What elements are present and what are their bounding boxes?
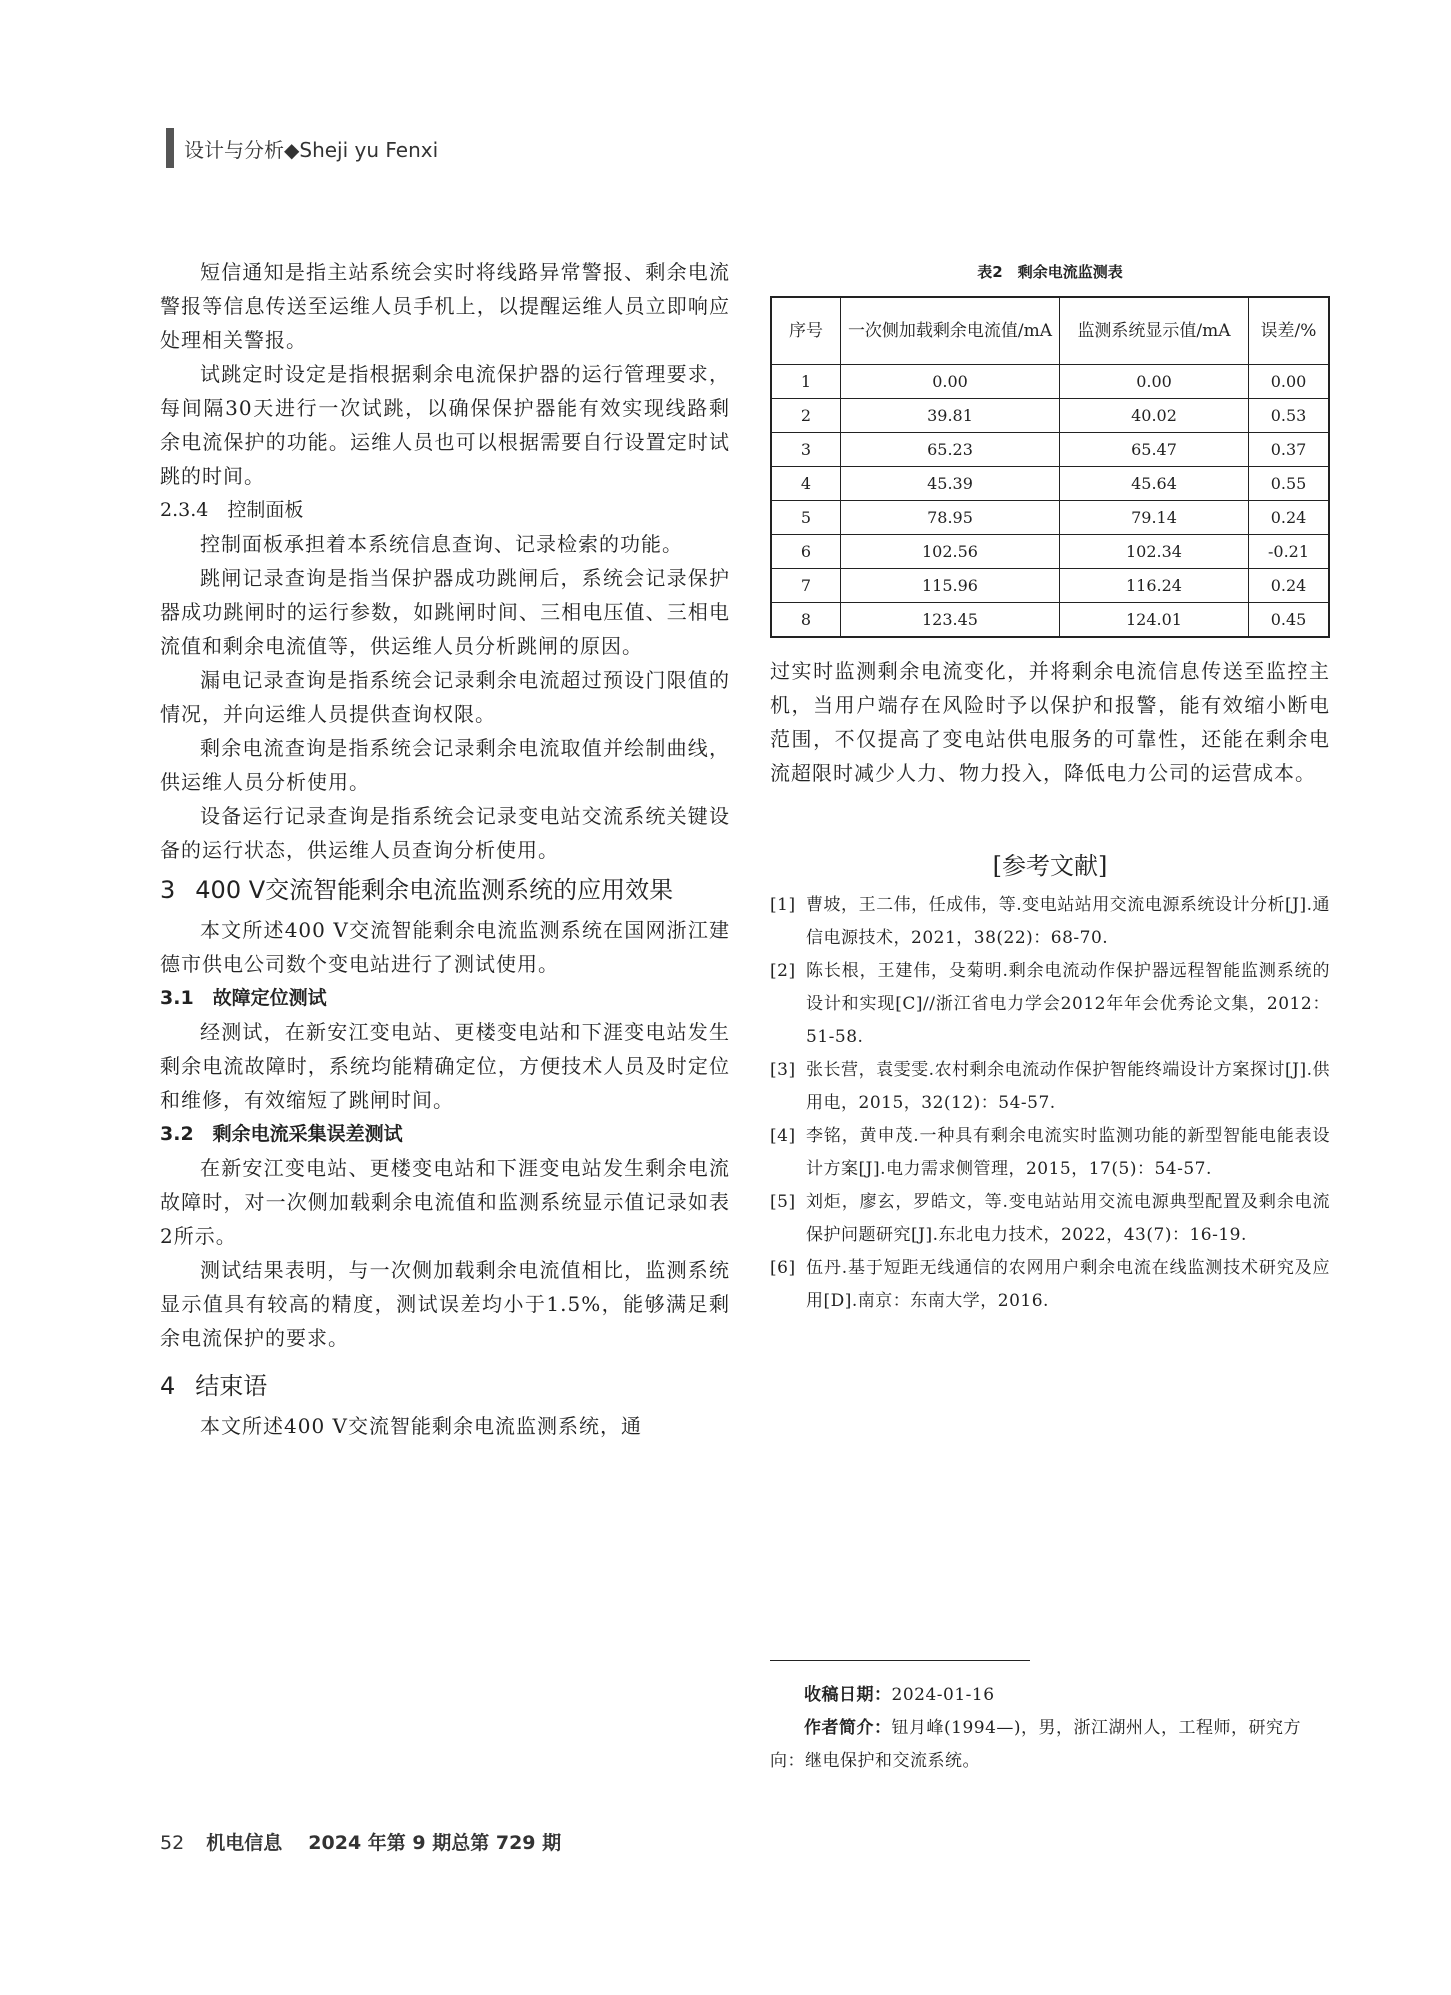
table-cell: 65.47 bbox=[1060, 433, 1249, 467]
reference-item bbox=[770, 1054, 1330, 1120]
page-footer bbox=[160, 1828, 561, 1855]
reference-list bbox=[770, 889, 1330, 1318]
table-cell: 0.24 bbox=[1249, 501, 1330, 535]
table-row bbox=[771, 501, 1329, 535]
right-column bbox=[770, 255, 1330, 1318]
paragraph: 在新安江变电站、更楼变电站和下涯变电站发生剩余电流故障时，对一次侧加载剩余电流值和监测系统显示值记录如表2所示。 bbox=[160, 1156, 730, 1248]
received-label: 收稿日期： bbox=[804, 1685, 892, 1705]
paragraph: 设备运行记录查询是指系统会记录变电站交流系统关键设备的运行状态，供运维人员查询分析使用。 bbox=[160, 804, 730, 862]
footnote bbox=[770, 1660, 1330, 1778]
references-title: [参考文献] bbox=[992, 852, 1108, 880]
table-row bbox=[771, 433, 1329, 467]
table-cell: 115.96 bbox=[841, 569, 1060, 603]
subsection-heading: 3.2 剩余电流采集误差测试 bbox=[160, 1123, 403, 1145]
section-heading bbox=[160, 1367, 730, 1405]
section-heading bbox=[160, 871, 730, 909]
table-body bbox=[771, 365, 1329, 638]
table-row bbox=[771, 603, 1329, 638]
received-date bbox=[770, 1679, 1330, 1712]
table-cell: 65.23 bbox=[841, 433, 1060, 467]
column-header: 一次侧加载剩余电流值/mA bbox=[841, 297, 1060, 365]
table-cell: 116.24 bbox=[1060, 569, 1249, 603]
column-header: 序号 bbox=[771, 297, 841, 365]
subsection-heading: 3.1 故障定位测试 bbox=[160, 987, 327, 1009]
table-cell: 0.37 bbox=[1249, 433, 1330, 467]
running-header bbox=[166, 128, 438, 168]
reference-text: 刘炬，廖玄，罗皓文，等.变电站站用交流电源典型配置及剩余电流保护问题研究[J].东北电力技术，2022，43(7)：16-19. bbox=[806, 1192, 1330, 1245]
table-cell: 1 bbox=[771, 365, 841, 399]
table-cell: 124.01 bbox=[1060, 603, 1249, 638]
reference-number: [5] bbox=[770, 1192, 796, 1212]
paragraph: 控制面板承担着本系统信息查询、记录检索的功能。 bbox=[200, 532, 683, 556]
column-header: 误差/% bbox=[1249, 297, 1330, 365]
reference-number: [1] bbox=[770, 895, 796, 915]
section-number: 4 bbox=[160, 1372, 176, 1400]
reference-number: [2] bbox=[770, 961, 796, 981]
reference-item bbox=[770, 1120, 1330, 1186]
table-cell: 0.55 bbox=[1249, 467, 1330, 501]
table-cell: 7 bbox=[771, 569, 841, 603]
table-cell: 40.02 bbox=[1060, 399, 1249, 433]
reference-item bbox=[770, 955, 1330, 1054]
paragraph: 试跳定时设定是指根据剩余电流保护器的运行管理要求，每间隔30天进行一次试跳，以确保保护器能有效实现线路剩余电流保护的功能。运维人员也可以根据需要自行设置定时试跳的时间。 bbox=[160, 362, 730, 488]
reference-item bbox=[770, 1252, 1330, 1318]
paragraph: 过实时监测剩余电流变化，并将剩余电流信息传送至监控主机，当用户端存在风险时予以保护和报警，能有效缩小断电范围，不仅提高了变电站供电服务的可靠性，还能在剩余电流超限时减少人力、物力投入，降低电力公司的运营成本。 bbox=[770, 659, 1330, 785]
left-column bbox=[160, 255, 730, 1443]
table-row bbox=[771, 365, 1329, 399]
reference-item bbox=[770, 1186, 1330, 1252]
paragraph: 短信通知是指主站系统会实时将线路异常警报、剩余电流警报等信息传送至运维人员手机上，以提醒运维人员立即响应处理相关警报。 bbox=[160, 260, 730, 352]
table-cell: 45.64 bbox=[1060, 467, 1249, 501]
paragraph: 跳闸记录查询是指当保护器成功跳闸后，系统会记录保护器成功跳闸时的运行参数，如跳闸时间、三相电压值、三相电流值和剩余电流值等，供运维人员分析跳闸的原因。 bbox=[160, 566, 730, 658]
issue-info: 2024 年第 9 期总第 729 期 bbox=[308, 1832, 562, 1854]
author-value: 钮月峰(1994—)，男，浙江湖州人，工程师，研究方向：继电保护和交流系统。 bbox=[770, 1718, 1302, 1771]
paragraph: 测试结果表明，与一次侧加载剩余电流值相比，监测系统显示值具有较高的精度，测试误差均小于1.5%，能够满足剩余电流保护的要求。 bbox=[160, 1258, 730, 1350]
table-cell: 3 bbox=[771, 433, 841, 467]
journal-name: 机电信息 bbox=[206, 1832, 283, 1854]
reference-text: 曹坡，王二伟，任成伟，等.变电站站用交流电源系统设计分析[J].通信电源技术，2021，38(22)：68-70. bbox=[806, 895, 1330, 948]
section-title: 结束语 bbox=[195, 1372, 268, 1400]
table-cell: 79.14 bbox=[1060, 501, 1249, 535]
reference-text: 张长营，袁雯雯.农村剩余电流动作保护智能终端设计方案探讨[J].供用电，2015，32(12)：54-57. bbox=[806, 1060, 1330, 1113]
table-cell: 5 bbox=[771, 501, 841, 535]
reference-number: [4] bbox=[770, 1126, 796, 1146]
author-label: 作者简介： bbox=[804, 1718, 892, 1738]
header-accent-bar bbox=[166, 128, 174, 168]
table-cell: 78.95 bbox=[841, 501, 1060, 535]
table-cell: -0.21 bbox=[1249, 535, 1330, 569]
subsection-heading: 2.3.4 控制面板 bbox=[160, 499, 304, 521]
section-title: 400 V交流智能剩余电流监测系统的应用效果 bbox=[195, 876, 674, 904]
table-cell: 0.45 bbox=[1249, 603, 1330, 638]
reference-number: [3] bbox=[770, 1060, 796, 1080]
table-cell: 102.34 bbox=[1060, 535, 1249, 569]
reference-number: [6] bbox=[770, 1258, 796, 1278]
reference-text: 伍丹.基于短距无线通信的农网用户剩余电流在线监测技术研究及应用[D].南京：东南大学，2016. bbox=[806, 1258, 1330, 1311]
paragraph: 本文所述400 V交流智能剩余电流监测系统在国网浙江建德市供电公司数个变电站进行了测试使用。 bbox=[160, 918, 730, 976]
table-row bbox=[771, 467, 1329, 501]
table-cell: 0.53 bbox=[1249, 399, 1330, 433]
table-cell: 102.56 bbox=[841, 535, 1060, 569]
reference-text: 陈长根，王建伟，殳菊明.剩余电流动作保护器远程智能监测系统的设计和实现[C]//浙江省电力学会2012年年会优秀论文集，2012：51-58. bbox=[806, 961, 1330, 1047]
table-cell: 8 bbox=[771, 603, 841, 638]
reference-text: 李铭，黄申茂.一种具有剩余电流实时监测功能的新型智能电能表设计方案[J].电力需求侧管理，2015，17(5)：54-57. bbox=[806, 1126, 1330, 1179]
table-cell: 0.00 bbox=[1060, 365, 1249, 399]
paragraph: 漏电记录查询是指系统会记录剩余电流超过预设门限值的情况，并向运维人员提供查询权限。 bbox=[160, 668, 730, 726]
table-cell: 0.00 bbox=[841, 365, 1060, 399]
table-cell: 0.00 bbox=[1249, 365, 1330, 399]
table-cell: 39.81 bbox=[841, 399, 1060, 433]
column-header: 监测系统显示值/mA bbox=[1060, 297, 1249, 365]
page-number: 52 bbox=[160, 1832, 185, 1854]
paragraph: 本文所述400 V交流智能剩余电流监测系统，通 bbox=[200, 1414, 642, 1438]
data-table bbox=[770, 296, 1330, 638]
section-number: 3 bbox=[160, 876, 176, 904]
section-label: 设计与分析◆Sheji yu Fenxi bbox=[184, 137, 439, 162]
table-header-row bbox=[771, 297, 1329, 365]
table-caption: 表2 剩余电流监测表 bbox=[977, 263, 1123, 281]
table-cell: 0.24 bbox=[1249, 569, 1330, 603]
received-value: 2024-01-16 bbox=[891, 1685, 995, 1705]
table-row bbox=[771, 569, 1329, 603]
reference-item bbox=[770, 889, 1330, 955]
table-cell: 2 bbox=[771, 399, 841, 433]
table-row bbox=[771, 535, 1329, 569]
table-row bbox=[771, 399, 1329, 433]
footnote-rule bbox=[770, 1660, 1030, 1661]
table-cell: 6 bbox=[771, 535, 841, 569]
author-info bbox=[770, 1712, 1330, 1778]
table-cell: 123.45 bbox=[841, 603, 1060, 638]
table-cell: 4 bbox=[771, 467, 841, 501]
paragraph: 剩余电流查询是指系统会记录剩余电流取值并绘制曲线，供运维人员分析使用。 bbox=[160, 736, 730, 794]
paragraph: 经测试，在新安江变电站、更楼变电站和下涯变电站发生剩余电流故障时，系统均能精确定位，方便技术人员及时定位和维修，有效缩短了跳闸时间。 bbox=[160, 1020, 730, 1112]
table-cell: 45.39 bbox=[841, 467, 1060, 501]
